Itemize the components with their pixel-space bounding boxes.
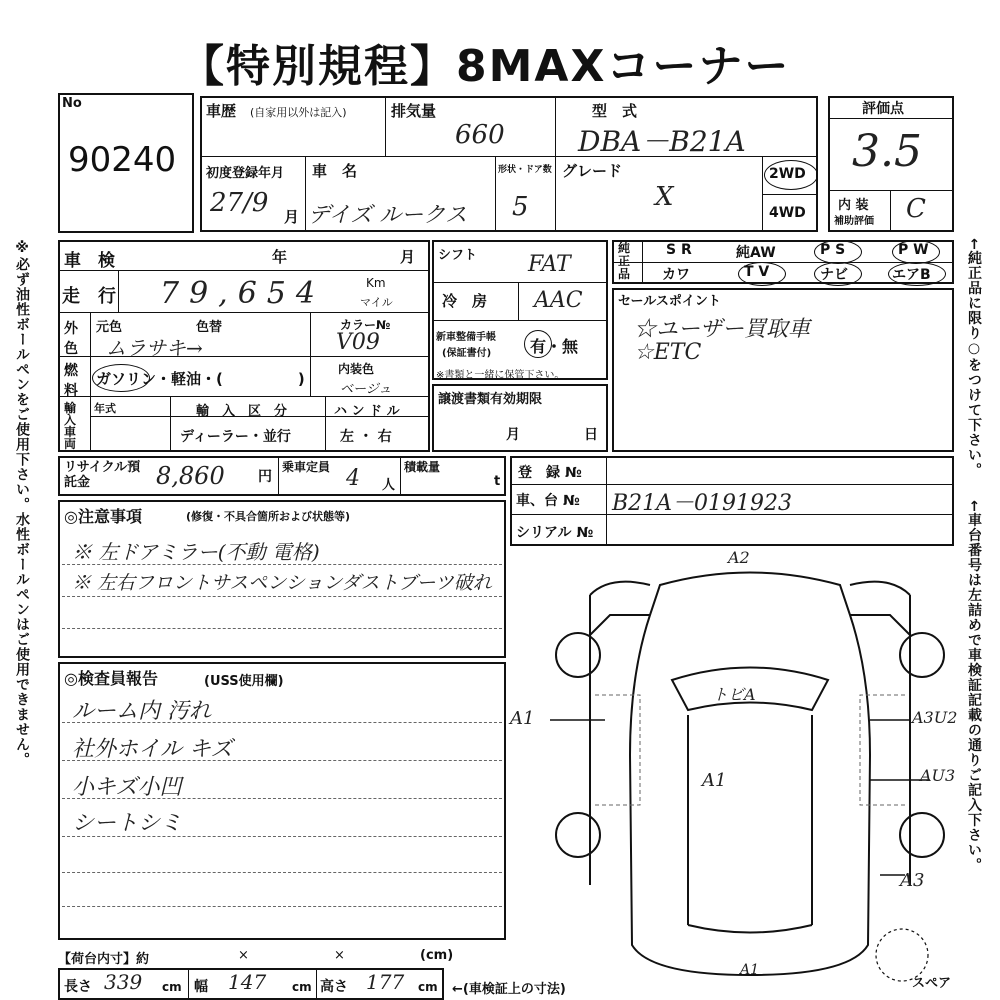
load-label: 積載量 (404, 460, 441, 474)
shaken-year: 年 (272, 248, 288, 266)
manual-value: 有・無 (530, 337, 579, 356)
grade-value: X (655, 182, 674, 212)
model-value: DBA－B21A (578, 125, 746, 158)
damage-a1-left: A1 (510, 708, 535, 729)
transfer-label: 譲渡書類有効期限 (438, 392, 543, 407)
grade-label: グレード (562, 162, 623, 180)
transfer-day: 日 (584, 427, 598, 443)
width-label: 幅 (194, 979, 208, 995)
score-label: 評価点 (862, 101, 904, 117)
import-year: 年式 (94, 402, 116, 415)
import-type-label: 輸 入 区 分 (196, 404, 288, 419)
recycle-label: リサイクル預託金 (64, 460, 141, 490)
drive-2wd: 2WD (769, 166, 806, 182)
inspector-line-2: 社外ホイル キズ (72, 737, 233, 762)
first-reg-label: 初度登録年月 (206, 166, 285, 181)
shift-label: シフト (438, 248, 478, 263)
cargo-x1: × (238, 948, 249, 963)
model-label: 型 式 (592, 102, 638, 120)
mileage-unit-km: Km (366, 276, 386, 290)
interior-label: 内 装 (838, 198, 869, 213)
load-unit: t (494, 474, 501, 489)
lot-mark: No (62, 96, 82, 111)
damage-a1-bottom: A1 (740, 962, 760, 978)
length-value: 339 (104, 970, 143, 994)
damage-a2: A2 (728, 548, 750, 567)
height-unit: cm (418, 980, 438, 994)
height-label: 高さ (320, 979, 348, 995)
width-value: 147 (228, 970, 267, 994)
score-value: 3.5 (852, 126, 922, 177)
cargo-unit: (cm) (420, 948, 454, 963)
mileage-value: 79,654 (160, 276, 325, 311)
cargo-x2: × (334, 948, 345, 963)
spare-label: スペア (912, 976, 952, 991)
note-line-1: ※ 左ドアミラー(不動 電格) (72, 540, 320, 564)
manual-sub: (保証書付) (442, 348, 492, 359)
car-name-value: デイズ ルークス (308, 203, 468, 228)
lot-number: 90240 (68, 140, 177, 180)
genuine-label: 純正品 (618, 241, 631, 281)
import-type: ディーラー・並行 (180, 429, 291, 445)
shaken-month: 月 (400, 248, 416, 266)
damage-a3u2: A3U2 (912, 708, 958, 727)
capacity-value: 4 (346, 466, 360, 491)
inspector-line-1: ルーム内 汚れ (72, 699, 211, 724)
side-note-right-2: ←車台番号は左詰めで車検証記載の通りご記入下さい。 (966, 500, 982, 873)
first-reg-unit: 月 (284, 208, 300, 226)
manual-note: ※書類と一緒に保管下さい。 (436, 370, 565, 381)
genuine-aw: 純AW (736, 245, 776, 261)
genuine-kawa: カワ (662, 267, 690, 283)
genuine-sr: S R (666, 242, 692, 258)
doors-value: 5 (512, 192, 529, 222)
inspector-line-3: 小キズ小凹 (72, 775, 182, 800)
car-diagram (550, 555, 950, 995)
inspector-sub: (USS使用欄) (204, 674, 284, 689)
color-no-label: カラー№ (340, 318, 391, 332)
interior-value: C (906, 194, 926, 224)
sales-points-label: セールスポイント (618, 294, 721, 309)
mileage-unit-mile: マイル (360, 296, 393, 309)
serial-label: シリアル № (516, 525, 594, 541)
notes-sub: (修復・不具合箇所および状態等) (186, 510, 351, 523)
genuine-pw: P W (898, 242, 929, 258)
width-unit: cm (292, 980, 312, 994)
fuel-label: 燃料 (64, 363, 78, 399)
history-note: (自家用以外は記入) (250, 106, 347, 119)
height-value: 177 (366, 970, 405, 994)
length-unit: cm (162, 980, 182, 994)
damage-au3: AU3 (920, 766, 956, 785)
shaken-label: 車 検 (64, 251, 115, 271)
import-label: 輸入車両 (64, 401, 77, 451)
displacement-label: 排気量 (391, 102, 437, 120)
damage-tobia: トビA (712, 685, 756, 704)
damage-a3: A3 (900, 870, 925, 891)
side-note-left: ※必ず油性ボールペンをご使用下さい。水性ボールペンはご使用できません。 (14, 240, 30, 767)
page-title: 【特別規程】8MAXコーナー (180, 41, 791, 92)
exterior-orig: 元色 (96, 320, 123, 335)
first-reg-value: 27/9 (210, 188, 269, 218)
aircon-value: AAC (534, 288, 583, 313)
sales-point-1: ☆ユーザー買取車 (634, 317, 811, 342)
interior-color-label: 内装色 (338, 362, 375, 376)
shift-value: FAT (528, 252, 571, 277)
length-label: 長さ (64, 979, 92, 995)
mileage-label: 走 行 (62, 286, 116, 307)
fuel-options: ガソリン・軽油・( ) (96, 370, 305, 388)
reg-no-label: 登 録 № (518, 465, 582, 481)
genuine-navi: ナビ (820, 267, 848, 283)
handle-value: 左 ・ 右 (340, 429, 392, 445)
genuine-ps: P S (820, 242, 846, 258)
inspector-label: ◎検査員報告 (64, 669, 158, 688)
color-no: V09 (336, 330, 380, 355)
capacity-label: 乗車定員 (282, 460, 331, 474)
sales-point-2: ☆ETC (634, 340, 702, 365)
exterior-changed: 色替 (196, 320, 223, 335)
exterior-label: 外色 (64, 321, 78, 357)
side-note-right-1: ←純正品に限り○をつけて下さい。 (966, 238, 982, 478)
car-name-label: 車 名 (312, 162, 358, 180)
interior-sub: 補助評価 (834, 216, 874, 227)
chassis-value: B21A－0191923 (612, 491, 793, 516)
exterior-color: ムラサキ→ (106, 336, 203, 360)
doors-label: 形状・ドア数 (498, 165, 552, 175)
chassis-label: 車、台 № (516, 493, 580, 509)
note-line-2: ※ 左右フロントサスペンションダストブーツ破れ (72, 572, 492, 594)
capacity-unit: 人 (382, 478, 396, 493)
drive-4wd: 4WD (769, 205, 806, 221)
displacement-value: 660 (455, 120, 505, 150)
aircon-label: 冷 房 (442, 292, 488, 310)
history-label: 車歴 (206, 102, 237, 120)
handle-label: ハ ン ド ル (334, 404, 400, 419)
dims-note: ←(車検証上の寸法) (452, 982, 566, 997)
recycle-value: 8,860 (156, 462, 225, 490)
cargo-label: 【荷台内寸】約 (58, 952, 150, 967)
transfer-month: 月 (506, 427, 520, 443)
genuine-tv: T V (744, 264, 770, 280)
recycle-unit: 円 (258, 469, 272, 485)
notes-label: ◎注意事項 (64, 507, 142, 526)
manual-label: 新車整備手帳 (436, 332, 496, 343)
interior-color: ベージュ (340, 382, 392, 397)
inspector-line-4: シートシミ (72, 811, 183, 836)
damage-a1-center: A1 (702, 770, 727, 791)
genuine-airbag: エアB (892, 267, 931, 283)
